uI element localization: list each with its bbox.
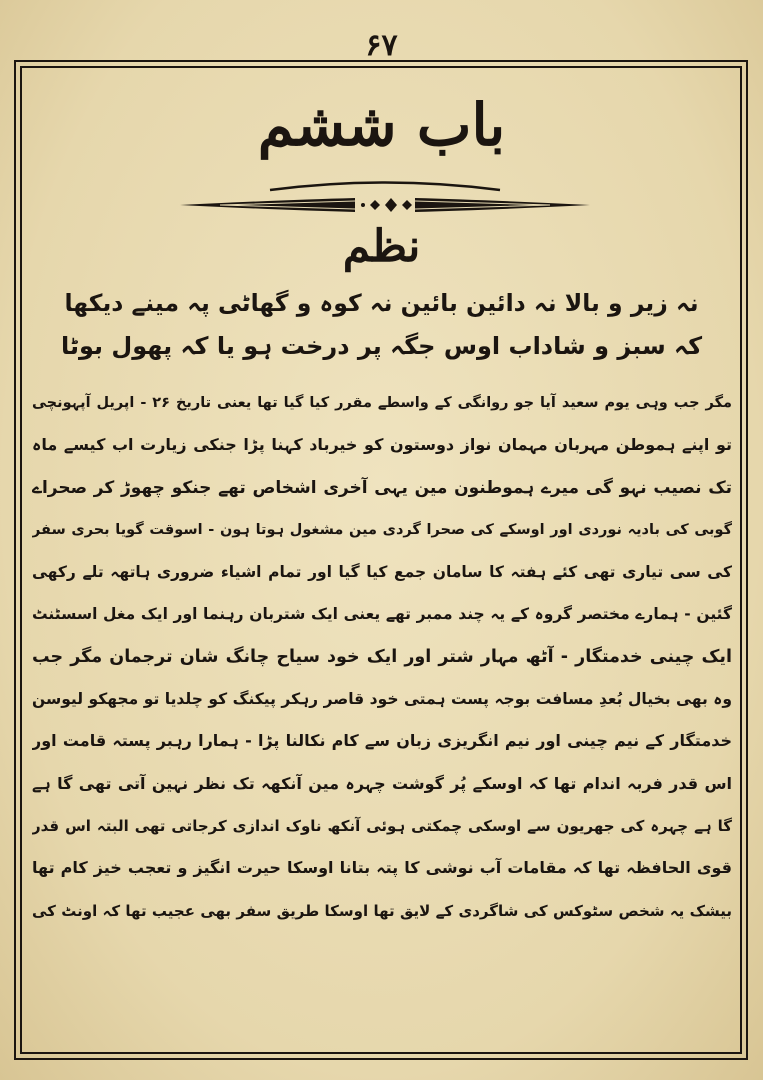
prose-line: اس قدر فربہ اندام تھا کہ اوسکے پُر گوشت چہرہ مین آنکھہ تک نظر نہین آتی تھی گا ہے xyxy=(32,773,732,793)
prose-line: تک نصیب نہو گی میرے ہموطنون مین یہی آخری اشخاص تھے جنکو چھوڑ کر صحراے xyxy=(32,477,732,498)
prose-line: گا ہے چہرہ کی جھریون سے اوسکی چمکتی ہوئی آنکھ ناوک اندازی کرجاتی تھی البتہ اس قدر xyxy=(32,816,732,835)
prose-line: گئین - ہمارے مختصر گروہ کے یہ چند ممبر تھے یعنی ایک شتربان رہنما اور ایک مغل اسسٹنٹ xyxy=(32,605,732,624)
chapter-title: باب ششم xyxy=(257,91,506,159)
prose-line: کی سی تیاری تھی کئے ہفتہ کا سامان جمع کیا گیا اور تمام اشیاء ضروری ہاتھہ تلے رکھی xyxy=(32,563,732,582)
prose-line: تو اپنے ہموطن مہربان مہمان نواز دوستون کو خیرباد کہنا پڑا جنکی زیارت اب کیسے ماہ xyxy=(32,435,732,455)
prose-line: قوی الحافظہ تھا کہ مقامات آب نوشی کا پتہ بتانا اوسکا حیرت انگیز و تعجب خیز کام تھا xyxy=(32,858,732,878)
prose-line: مگر جب وہی یوم سعید آیا جو روانگی کے واسطے مقرر کیا گیا تھا یعنی تاریخ ۲۶ - اپریل آپہونچی xyxy=(32,395,732,411)
prose-line: خدمتگار کے نیم چینی اور نیم انگریزی زبان سے کام نکالنا پڑا - ہمارا رہبر پستہ قامت اور xyxy=(32,731,732,751)
prose-line: وہ بھی بخیال بُعدِ مسافت بوجہ پست ہمتی خود قاصر رہکر پیکنگ کو چلدیا تو مجھکو لیوسن xyxy=(32,690,732,709)
prose-body xyxy=(32,382,732,932)
prose-line: گوبی کی بادیہ نوردی اور اوسکے کی صحرا گردی مین مشغول ہوتا ہون - اسوقت گویا بحری سفر xyxy=(32,521,732,538)
page-number: ۶۷ xyxy=(365,28,398,63)
prose-line: ایک چینی خدمتگار - آٹھ مہار شتر اور ایک خود سیاح چانگ شان ترجمان مگر جب xyxy=(32,646,732,667)
verse-line: نہ زیر و بالا نہ دائین بائین نہ کوہ و گھاٹی پہ مینے دیکھا xyxy=(64,289,699,317)
verse-line: کہ سبز و شاداب اوس جگہ پر درخت ہو یا کہ پھول بوٹا xyxy=(60,332,703,360)
section-heading-nazm: نظم xyxy=(342,221,421,272)
prose-line: بیشک یہ شخص سٹوکس کی شاگردی کے لایق تھا اوسکا طریق سفر بھی عجیب تھا کہ اونٹ کی xyxy=(32,901,732,920)
